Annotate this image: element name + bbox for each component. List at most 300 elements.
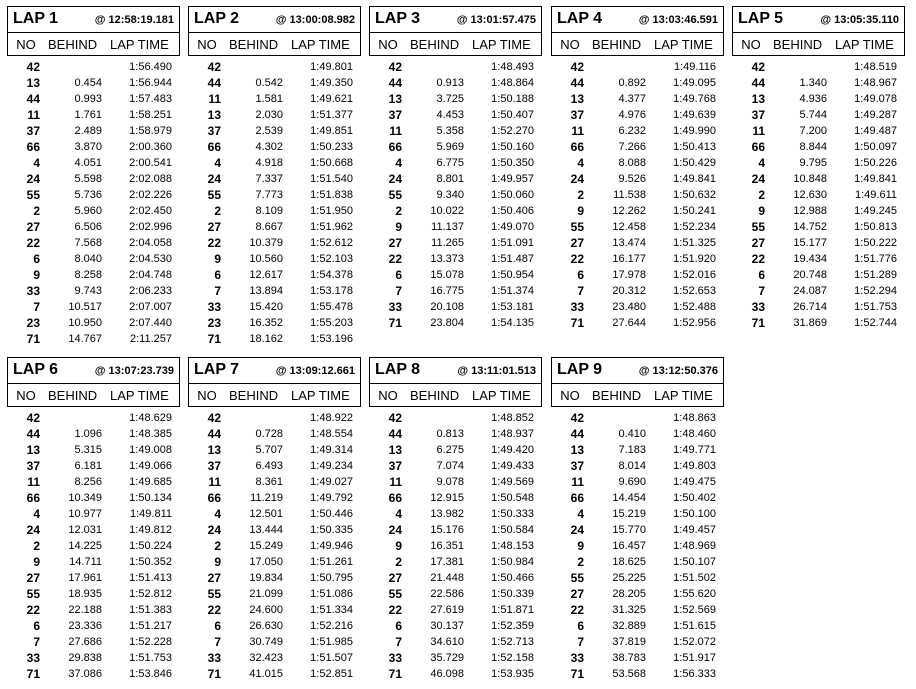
car-number: 7 bbox=[395, 635, 402, 649]
lap-time-value: 1:50.632 bbox=[673, 189, 716, 201]
gap-behind: 17.978 bbox=[612, 269, 646, 281]
table-row bbox=[732, 219, 905, 235]
lap-time-value: 1:48.864 bbox=[491, 77, 534, 89]
car-number: 42 bbox=[207, 60, 221, 74]
gap-behind: 3.870 bbox=[74, 141, 102, 153]
lap-time-value: 1:54.135 bbox=[491, 317, 534, 329]
table-row bbox=[732, 315, 905, 331]
lap-time-value: 1:51.962 bbox=[310, 221, 353, 233]
gap-behind: 16.775 bbox=[430, 285, 464, 297]
car-number: 71 bbox=[570, 316, 584, 330]
gap-behind: 53.568 bbox=[612, 668, 646, 680]
gap-behind: 18.625 bbox=[612, 556, 646, 568]
car-number: 33 bbox=[751, 300, 765, 314]
column-header-behind: BEHIND bbox=[48, 388, 98, 403]
lap-time-value: 1:50.097 bbox=[854, 141, 897, 153]
gap-behind: 8.109 bbox=[255, 205, 283, 217]
gap-behind: 6.181 bbox=[74, 460, 102, 472]
car-number: 22 bbox=[207, 603, 221, 617]
table-row bbox=[7, 139, 180, 155]
table-row bbox=[188, 123, 361, 139]
table-row bbox=[7, 442, 180, 458]
table-row bbox=[369, 666, 542, 682]
gap-behind: 12.988 bbox=[793, 205, 827, 217]
lap-table bbox=[551, 357, 724, 682]
lap-time-value: 1:49.841 bbox=[854, 173, 897, 185]
car-number: 66 bbox=[388, 140, 402, 154]
table-row bbox=[7, 602, 180, 618]
lap-time-value: 1:49.946 bbox=[310, 540, 353, 552]
car-number: 33 bbox=[207, 300, 221, 314]
gap-behind: 6.275 bbox=[436, 444, 464, 456]
table-row bbox=[369, 315, 542, 331]
column-header-no: NO bbox=[378, 37, 398, 52]
lap-rows bbox=[369, 410, 542, 682]
table-row bbox=[551, 251, 724, 267]
car-number: 6 bbox=[395, 268, 402, 282]
column-headers bbox=[7, 383, 180, 407]
gap-behind: 13.373 bbox=[430, 253, 464, 265]
table-row bbox=[551, 75, 724, 91]
lap-time-value: 1:49.685 bbox=[129, 476, 172, 488]
gap-behind: 17.381 bbox=[430, 556, 464, 568]
table-row bbox=[551, 554, 724, 570]
column-header-no: NO bbox=[197, 37, 217, 52]
car-number: 4 bbox=[33, 156, 40, 170]
lap-time-value: 1:51.334 bbox=[310, 604, 353, 616]
gap-behind: 15.177 bbox=[793, 237, 827, 249]
gap-behind: 4.302 bbox=[255, 141, 283, 153]
lap-time-value: 2:02.226 bbox=[129, 189, 172, 201]
lap-time-value: 1:49.487 bbox=[854, 125, 897, 137]
car-number: 22 bbox=[388, 252, 402, 266]
lap-time-value: 1:50.339 bbox=[491, 588, 534, 600]
gap-behind: 7.773 bbox=[255, 189, 283, 201]
lap-time-value: 1:53.935 bbox=[491, 668, 534, 680]
lap-time-value: 1:48.385 bbox=[129, 428, 172, 440]
lap-time-value: 1:48.922 bbox=[310, 412, 353, 424]
column-header-behind: BEHIND bbox=[410, 37, 460, 52]
table-row bbox=[551, 171, 724, 187]
lap-time-value: 1:48.629 bbox=[129, 412, 172, 424]
lap-time-value: 1:49.801 bbox=[310, 61, 353, 73]
lap-title: LAP 4 bbox=[557, 10, 603, 27]
car-number: 37 bbox=[207, 124, 221, 138]
car-number: 4 bbox=[758, 156, 765, 170]
gap-behind: 37.819 bbox=[612, 636, 646, 648]
table-row bbox=[7, 123, 180, 139]
gap-behind: 11.265 bbox=[431, 237, 464, 249]
table-row bbox=[551, 618, 724, 634]
column-headers bbox=[188, 32, 361, 56]
gap-behind: 16.351 bbox=[430, 540, 464, 552]
car-number: 9 bbox=[395, 220, 402, 234]
car-number: 71 bbox=[26, 667, 40, 681]
gap-behind: 15.249 bbox=[249, 540, 283, 552]
car-number: 9 bbox=[577, 204, 584, 218]
gap-behind: 0.892 bbox=[618, 77, 646, 89]
gap-behind: 0.813 bbox=[436, 428, 464, 440]
column-header-lap-time: LAP TIME bbox=[291, 37, 350, 52]
lap-title: LAP 2 bbox=[194, 10, 240, 27]
gap-behind: 4.377 bbox=[618, 93, 646, 105]
lap-time-value: 1:53.181 bbox=[491, 301, 534, 313]
table-row bbox=[7, 618, 180, 634]
column-headers bbox=[551, 383, 724, 407]
table-row bbox=[732, 91, 905, 107]
lap-time-value: 1:51.753 bbox=[129, 652, 172, 664]
car-number: 55 bbox=[570, 220, 584, 234]
lap-time-value: 1:50.222 bbox=[854, 237, 897, 249]
car-number: 27 bbox=[388, 236, 402, 250]
gap-behind: 16.177 bbox=[612, 253, 646, 265]
table-row bbox=[551, 107, 724, 123]
car-number: 37 bbox=[570, 108, 584, 122]
column-header-behind: BEHIND bbox=[773, 37, 823, 52]
gap-behind: 46.098 bbox=[430, 668, 464, 680]
table-row bbox=[369, 458, 542, 474]
car-number: 42 bbox=[207, 411, 221, 425]
gap-behind: 9.526 bbox=[618, 173, 646, 185]
table-row bbox=[7, 634, 180, 650]
car-number: 9 bbox=[758, 204, 765, 218]
car-number: 13 bbox=[388, 92, 402, 106]
lap-time-value: 1:52.744 bbox=[854, 317, 897, 329]
table-row bbox=[188, 602, 361, 618]
car-number: 27 bbox=[26, 220, 40, 234]
lap-time-value: 1:51.615 bbox=[673, 620, 716, 632]
gap-behind: 6.775 bbox=[436, 157, 464, 169]
car-number: 42 bbox=[388, 411, 402, 425]
lap-time-value: 1:50.233 bbox=[310, 141, 353, 153]
car-number: 42 bbox=[570, 411, 584, 425]
gap-behind: 5.736 bbox=[74, 189, 102, 201]
car-number: 55 bbox=[26, 188, 40, 202]
column-headers bbox=[551, 32, 724, 56]
table-row bbox=[551, 586, 724, 602]
gap-behind: 0.728 bbox=[255, 428, 283, 440]
gap-behind: 12.915 bbox=[430, 492, 464, 504]
gap-behind: 11.219 bbox=[250, 492, 283, 504]
gap-behind: 7.266 bbox=[618, 141, 646, 153]
table-row bbox=[188, 187, 361, 203]
gap-behind: 0.542 bbox=[255, 77, 283, 89]
lap-time-value: 1:51.838 bbox=[310, 189, 353, 201]
car-number: 27 bbox=[388, 571, 402, 585]
car-number: 37 bbox=[388, 108, 402, 122]
gap-behind: 32.889 bbox=[612, 620, 646, 632]
table-row bbox=[7, 59, 180, 75]
gap-behind: 5.315 bbox=[74, 444, 102, 456]
lap-time-value: 1:58.979 bbox=[129, 125, 172, 137]
table-row bbox=[7, 315, 180, 331]
column-header-behind: BEHIND bbox=[229, 37, 279, 52]
lap-time-value: 1:50.188 bbox=[491, 93, 534, 105]
table-row bbox=[551, 602, 724, 618]
gap-behind: 7.337 bbox=[255, 173, 283, 185]
lap-time-value: 1:49.078 bbox=[854, 93, 897, 105]
gap-behind: 31.869 bbox=[793, 317, 827, 329]
table-row bbox=[188, 554, 361, 570]
table-row bbox=[732, 267, 905, 283]
table-row bbox=[369, 474, 542, 490]
lap-header bbox=[732, 6, 905, 32]
gap-behind: 12.031 bbox=[68, 524, 102, 536]
lap-header bbox=[7, 357, 180, 383]
column-header-lap-time: LAP TIME bbox=[291, 388, 350, 403]
table-row bbox=[369, 283, 542, 299]
car-number: 24 bbox=[388, 523, 402, 537]
lap-time-value: 1:49.245 bbox=[854, 205, 897, 217]
car-number: 55 bbox=[751, 220, 765, 234]
lap-title: LAP 8 bbox=[375, 361, 421, 378]
gap-behind: 19.834 bbox=[249, 572, 283, 584]
table-row bbox=[188, 522, 361, 538]
gap-behind: 4.936 bbox=[799, 93, 827, 105]
car-number: 37 bbox=[388, 459, 402, 473]
gap-behind: 24.087 bbox=[793, 285, 827, 297]
table-row bbox=[188, 506, 361, 522]
car-number: 66 bbox=[207, 140, 221, 154]
car-number: 2 bbox=[395, 555, 402, 569]
table-row bbox=[7, 299, 180, 315]
lap-table bbox=[732, 6, 905, 331]
lap-time-value: 1:50.402 bbox=[673, 492, 716, 504]
car-number: 37 bbox=[207, 459, 221, 473]
car-number: 24 bbox=[207, 523, 221, 537]
table-row bbox=[188, 59, 361, 75]
gap-behind: 28.205 bbox=[612, 588, 646, 600]
lap-time-value: 2:00.360 bbox=[129, 141, 172, 153]
lap-time-value: 1:52.228 bbox=[129, 636, 172, 648]
table-row bbox=[369, 490, 542, 506]
car-number: 6 bbox=[577, 619, 584, 633]
lap-table bbox=[369, 357, 542, 682]
table-row bbox=[7, 410, 180, 426]
lap-time-value: 2:02.088 bbox=[129, 173, 172, 185]
lap-time-value: 1:50.795 bbox=[310, 572, 353, 584]
car-number: 7 bbox=[33, 300, 40, 314]
table-row bbox=[369, 506, 542, 522]
table-row bbox=[7, 474, 180, 490]
car-number: 55 bbox=[570, 571, 584, 585]
car-number: 2 bbox=[214, 204, 221, 218]
gap-behind: 25.225 bbox=[612, 572, 646, 584]
lap-timestamp: @ 13:07:23.739 bbox=[94, 365, 174, 377]
car-number: 24 bbox=[207, 172, 221, 186]
table-row bbox=[369, 251, 542, 267]
lap-time-value: 2:02.450 bbox=[129, 205, 172, 217]
car-number: 13 bbox=[26, 76, 40, 90]
car-number: 2 bbox=[577, 188, 584, 202]
lap-table bbox=[7, 6, 180, 347]
car-number: 2 bbox=[758, 188, 765, 202]
lap-time-value: 1:51.502 bbox=[673, 572, 716, 584]
lap-time-value: 1:48.153 bbox=[491, 540, 534, 552]
table-row bbox=[188, 410, 361, 426]
lap-time-value: 1:52.851 bbox=[310, 668, 353, 680]
table-row bbox=[732, 75, 905, 91]
car-number: 9 bbox=[33, 268, 40, 282]
lap-time-value: 1:50.954 bbox=[491, 269, 534, 281]
column-header-behind: BEHIND bbox=[229, 388, 279, 403]
gap-behind: 7.200 bbox=[799, 125, 827, 137]
column-header-no: NO bbox=[197, 388, 217, 403]
table-row bbox=[551, 522, 724, 538]
gap-behind: 14.711 bbox=[69, 556, 102, 568]
lap-time-value: 1:51.383 bbox=[129, 604, 172, 616]
lap-time-value: 1:49.475 bbox=[673, 476, 716, 488]
lap-time-value: 1:49.792 bbox=[310, 492, 353, 504]
gap-behind: 18.935 bbox=[68, 588, 102, 600]
gap-behind: 20.108 bbox=[430, 301, 464, 313]
gap-behind: 12.630 bbox=[793, 189, 827, 201]
car-number: 13 bbox=[570, 443, 584, 457]
table-row bbox=[551, 235, 724, 251]
lap-time-value: 2:11.257 bbox=[129, 333, 172, 345]
gap-behind: 17.961 bbox=[68, 572, 102, 584]
car-number: 27 bbox=[207, 220, 221, 234]
lap-time-value: 1:48.852 bbox=[491, 412, 534, 424]
table-row bbox=[7, 107, 180, 123]
lap-time-value: 1:49.420 bbox=[491, 444, 534, 456]
table-row bbox=[188, 75, 361, 91]
gap-behind: 19.434 bbox=[793, 253, 827, 265]
car-number: 4 bbox=[214, 507, 221, 521]
car-number: 11 bbox=[752, 124, 765, 138]
lap-time-value: 1:49.768 bbox=[673, 93, 716, 105]
table-row bbox=[188, 570, 361, 586]
lap-time-value: 1:52.488 bbox=[673, 301, 716, 313]
gap-behind: 41.015 bbox=[249, 668, 283, 680]
gap-behind: 29.838 bbox=[68, 652, 102, 664]
gap-behind: 27.619 bbox=[430, 604, 464, 616]
table-row bbox=[7, 75, 180, 91]
lap-time-value: 1:55.620 bbox=[673, 588, 716, 600]
car-number: 33 bbox=[26, 651, 40, 665]
gap-behind: 4.976 bbox=[618, 109, 646, 121]
table-row bbox=[551, 123, 724, 139]
lap-time-value: 1:51.487 bbox=[491, 253, 534, 265]
car-number: 42 bbox=[570, 60, 584, 74]
lap-time-value: 1:50.134 bbox=[129, 492, 172, 504]
lap-time-value: 1:50.352 bbox=[129, 556, 172, 568]
car-number: 37 bbox=[570, 459, 584, 473]
gap-behind: 27.686 bbox=[68, 636, 102, 648]
gap-behind: 15.420 bbox=[249, 301, 283, 313]
gap-behind: 2.030 bbox=[255, 109, 283, 121]
car-number: 71 bbox=[570, 667, 584, 681]
table-row bbox=[369, 299, 542, 315]
car-number: 55 bbox=[26, 587, 40, 601]
car-number: 11 bbox=[27, 108, 40, 122]
lap-time-value: 1:50.548 bbox=[491, 492, 534, 504]
table-row bbox=[7, 426, 180, 442]
table-row bbox=[188, 315, 361, 331]
gap-behind: 8.088 bbox=[618, 157, 646, 169]
table-row bbox=[551, 650, 724, 666]
gap-behind: 8.014 bbox=[618, 460, 646, 472]
gap-behind: 15.176 bbox=[430, 524, 464, 536]
lap-time-value: 1:51.217 bbox=[129, 620, 172, 632]
lap-time-value: 1:49.287 bbox=[854, 109, 897, 121]
table-row bbox=[551, 283, 724, 299]
gap-behind: 21.448 bbox=[430, 572, 464, 584]
gap-behind: 10.022 bbox=[430, 205, 464, 217]
lap-title: LAP 1 bbox=[13, 10, 59, 27]
car-number: 4 bbox=[214, 156, 221, 170]
lap-time-value: 1:50.429 bbox=[673, 157, 716, 169]
car-number: 2 bbox=[33, 539, 40, 553]
table-row bbox=[188, 474, 361, 490]
gap-behind: 1.340 bbox=[799, 77, 827, 89]
gap-behind: 10.517 bbox=[68, 301, 102, 313]
column-header-no: NO bbox=[741, 37, 761, 52]
table-row bbox=[551, 315, 724, 331]
car-number: 2 bbox=[33, 204, 40, 218]
car-number: 7 bbox=[395, 284, 402, 298]
lap-rows bbox=[732, 59, 905, 331]
lap-time-value: 1:50.224 bbox=[129, 540, 172, 552]
gap-behind: 9.795 bbox=[799, 157, 827, 169]
car-number: 7 bbox=[33, 635, 40, 649]
lap-time-value: 1:49.957 bbox=[491, 173, 534, 185]
table-row bbox=[732, 283, 905, 299]
table-row bbox=[551, 59, 724, 75]
lap-time-value: 1:49.008 bbox=[129, 444, 172, 456]
gap-behind: 9.340 bbox=[436, 189, 464, 201]
table-row bbox=[369, 75, 542, 91]
car-number: 13 bbox=[26, 443, 40, 457]
lap-title: LAP 5 bbox=[738, 10, 784, 27]
lap-header bbox=[551, 357, 724, 383]
gap-behind: 8.040 bbox=[74, 253, 102, 265]
lap-table bbox=[551, 6, 724, 331]
lap-time-value: 1:50.333 bbox=[491, 508, 534, 520]
column-header-no: NO bbox=[560, 388, 580, 403]
car-number: 24 bbox=[388, 172, 402, 186]
car-number: 6 bbox=[214, 268, 221, 282]
lap-time-value: 2:04.058 bbox=[129, 237, 172, 249]
car-number: 4 bbox=[395, 507, 402, 521]
gap-behind: 15.078 bbox=[430, 269, 464, 281]
table-row bbox=[551, 490, 724, 506]
car-number: 33 bbox=[388, 300, 402, 314]
table-row bbox=[188, 538, 361, 554]
gap-behind: 5.744 bbox=[799, 109, 827, 121]
car-number: 71 bbox=[26, 332, 40, 346]
car-number: 11 bbox=[571, 124, 584, 138]
table-row bbox=[369, 426, 542, 442]
lap-time-value: 1:49.569 bbox=[491, 476, 534, 488]
table-row bbox=[7, 91, 180, 107]
table-row bbox=[7, 187, 180, 203]
table-row bbox=[188, 426, 361, 442]
car-number: 66 bbox=[207, 491, 221, 505]
table-row bbox=[551, 139, 724, 155]
lap-time-value: 1:48.554 bbox=[310, 428, 353, 440]
lap-time-value: 1:52.359 bbox=[491, 620, 534, 632]
car-number: 55 bbox=[388, 188, 402, 202]
lap-time-value: 1:50.335 bbox=[310, 524, 353, 536]
lap-time-value: 1:51.776 bbox=[854, 253, 897, 265]
car-number: 4 bbox=[577, 507, 584, 521]
car-number: 9 bbox=[33, 555, 40, 569]
lap-time-value: 1:50.350 bbox=[491, 157, 534, 169]
column-header-lap-time: LAP TIME bbox=[654, 37, 713, 52]
car-number: 4 bbox=[33, 507, 40, 521]
car-number: 7 bbox=[758, 284, 765, 298]
